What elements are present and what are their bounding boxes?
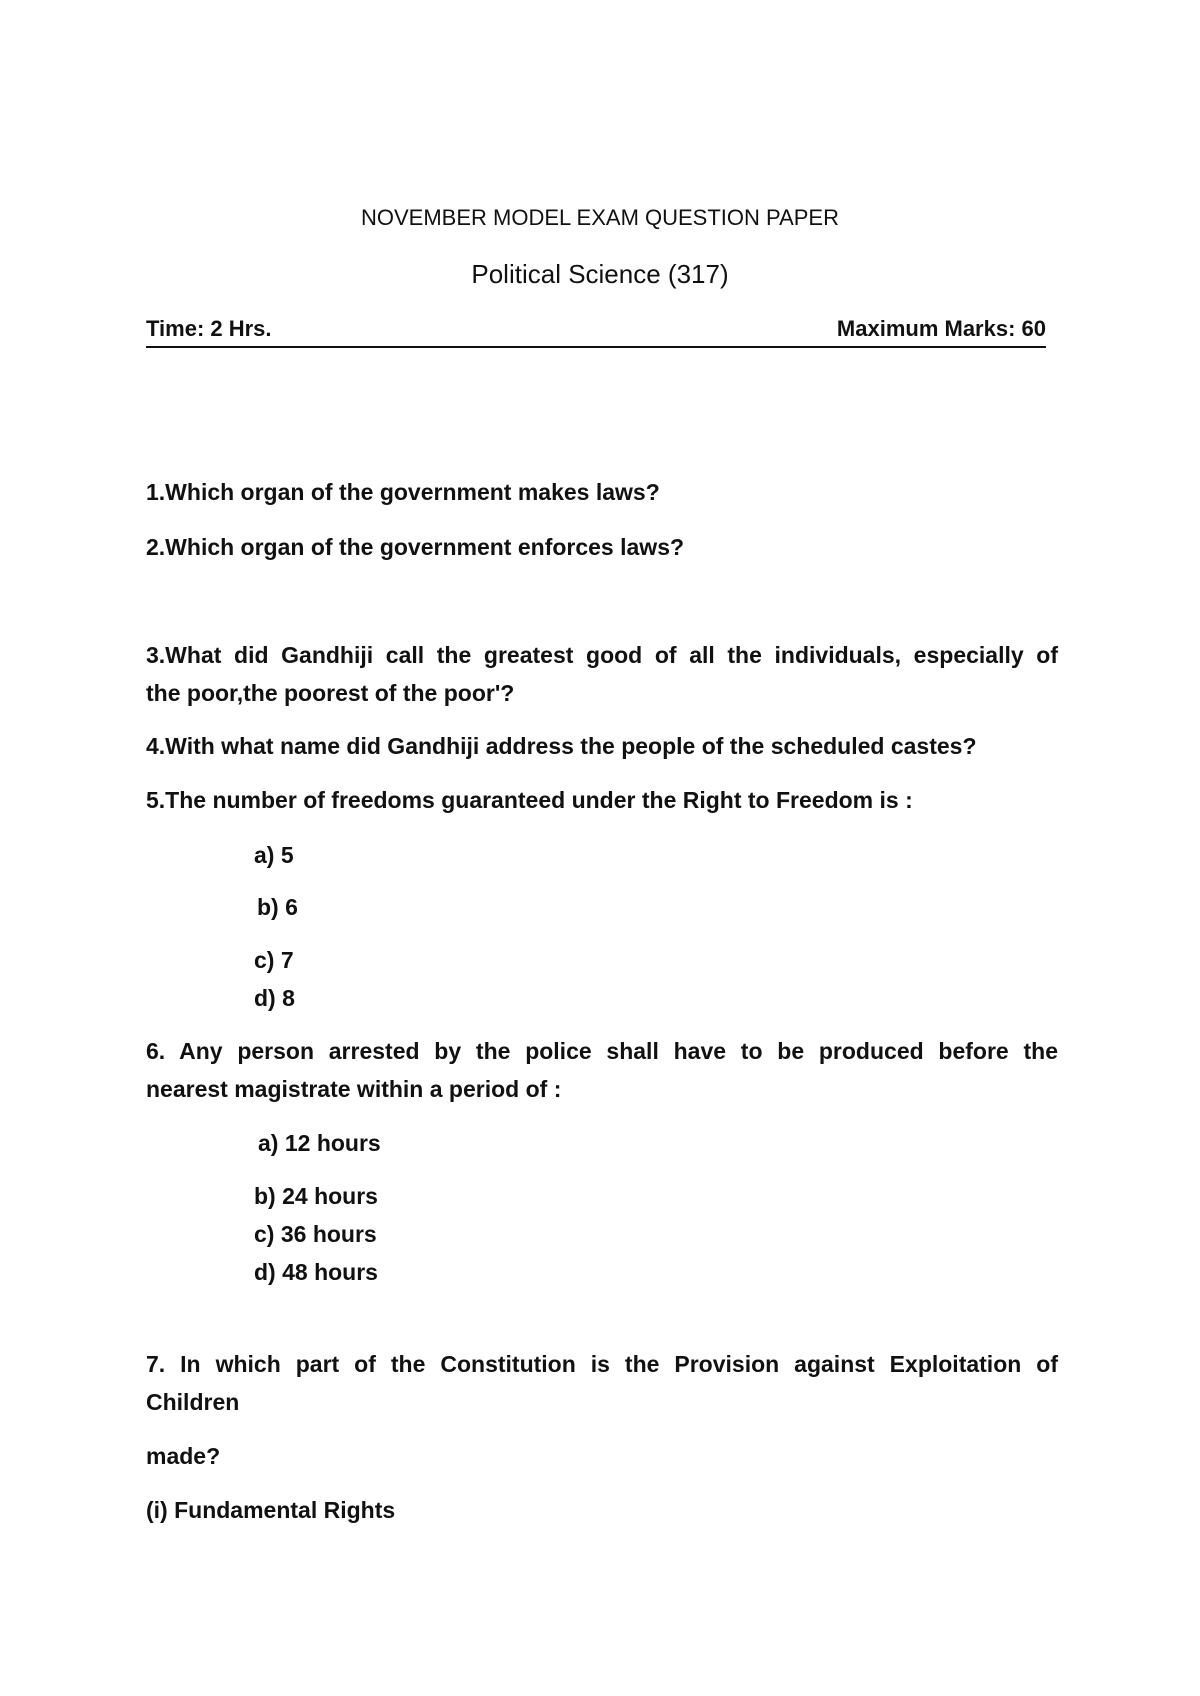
question-5-option-d: d) 8: [254, 985, 295, 1011]
question-7-line-3: made?: [146, 1443, 221, 1469]
max-marks-label: Maximum Marks: 60: [836, 316, 1046, 341]
question-4: 4.With what name did Gandhiji address the people of the scheduled castes?: [146, 733, 977, 759]
question-6-line-2: nearest magistrate within a period of :: [146, 1076, 562, 1102]
question-6-option-d: d) 48 hours: [254, 1259, 378, 1285]
exam-meta-row: [146, 316, 1046, 348]
question-7-option-i: (i) Fundamental Rights: [146, 1497, 396, 1523]
question-6-line-1: 6. Any person arrested by the police shall have to be produced before the: [146, 1038, 1058, 1064]
question-7-line-2: Children: [146, 1389, 240, 1415]
question-5-option-b: b) 6: [257, 894, 298, 920]
question-6-option-a: a) 12 hours: [258, 1130, 381, 1156]
question-7-line-1: 7. In which part of the Constitution is the Provision against Exploitation of: [146, 1351, 1058, 1377]
question-5-option-a: a) 5: [254, 842, 294, 868]
question-5-option-c: c) 7: [254, 947, 294, 973]
subject-title: Political Science (317): [471, 259, 729, 289]
question-3-line-2: the poor,the poorest of the poor'?: [146, 680, 515, 706]
question-5: 5.The number of freedoms guaranteed under the Right to Freedom is :: [146, 787, 913, 813]
time-label: Time: 2 Hrs.: [146, 316, 272, 341]
question-2: 2.Which organ of the government enforces laws?: [146, 534, 685, 560]
question-6-option-c: c) 36 hours: [254, 1221, 377, 1247]
question-1: 1.Which organ of the government makes laws?: [146, 479, 660, 505]
question-3-line-1: 3.What did Gandhiji call the greatest good of all the individuals, especially of: [146, 642, 1058, 668]
question-6-option-b: b) 24 hours: [254, 1183, 378, 1209]
exam-title: NOVEMBER MODEL EXAM QUESTION PAPER: [361, 205, 839, 230]
